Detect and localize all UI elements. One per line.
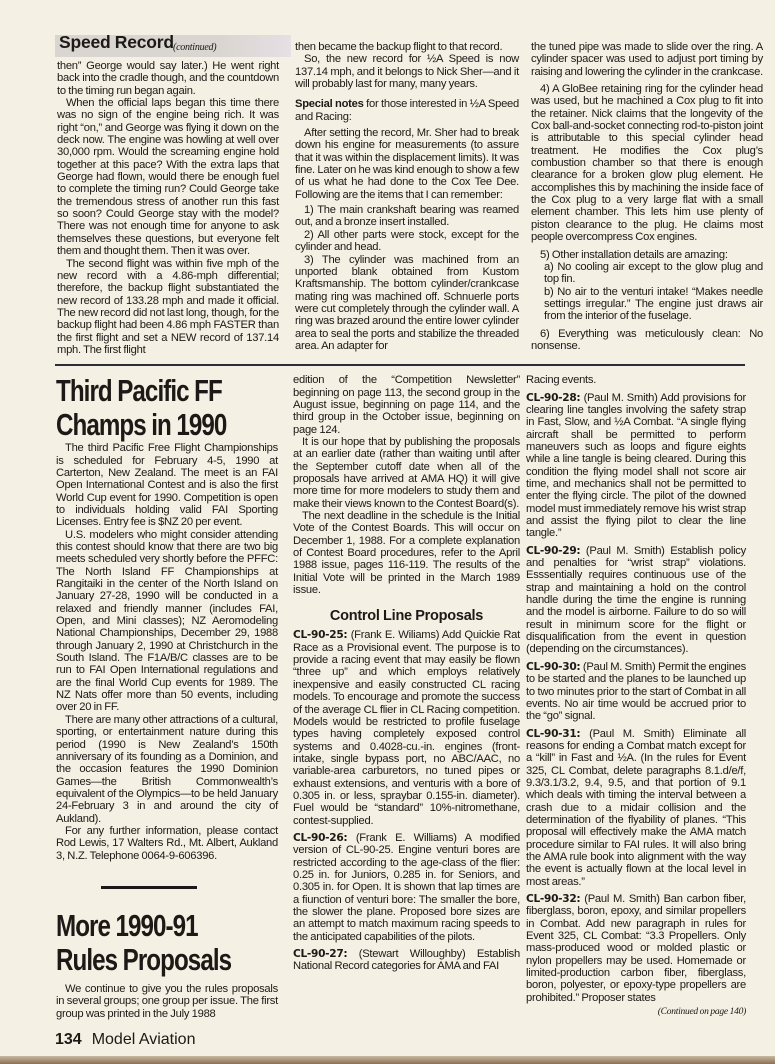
paragraph: edition of the “Competition Newsletter” beginning on page 113, the second group in the August issue, beginning on page 114, and the third group in the October issue, beginning on page 124. <box>293 374 520 436</box>
section-title: Speed Record <box>59 32 174 52</box>
section-divider <box>55 364 745 366</box>
bottom-column-1 <box>56 374 278 1020</box>
page-edge <box>0 1056 775 1064</box>
paragraph: For any further information, please contact Rod Lewis, 17 Walters Rd., Mt. Albert, Aukland 3, N.Z. Telephone 0064-9-606396. <box>56 824 278 862</box>
special-notes-text: for those interested in ½A Speed and Racing: <box>295 98 519 123</box>
speed-record-column-1 <box>57 32 279 356</box>
paragraph: The third Pacific Free Flight Championships is scheduled for February 4-5, 1990 at Carterton, New Zealand. The meet is an FAI Open International Contest and is also the first World Cup event for 1990. Competition is open to individuals holding valid FAI Sporting Licenses. Entry fee is $NZ 20 per event. <box>56 442 278 529</box>
paragraph: So, the new record for ½A Speed is now 137.14 mph, and it belongs to Nick Sher—and it will probably last for many, many years. <box>295 53 519 91</box>
headline-line: Third Pacific FF <box>56 374 222 409</box>
paragraph: The next deadline in the schedule is the Initial Vote of the Contest Boards. This will occur on December 1, 1988. For a complete explanation of Contest Board procedures, refer to the April 1988 issue, pages 116-119. The results of the Initial Vote will be printed in the March 1989 issue. <box>293 510 520 597</box>
speed-record-header <box>55 32 291 57</box>
proposal-text: (Paul M. Smith) Add provisions for clearing line tangles involving the safety strap in Fast, Slow, and ½A Combat. “A single flying aircraft shall be permitted to perform maneuvers such as loops and figure eights while a line tangle is being cleared. During this condition the flying model shall not score air time, and mechanics shall not be permitted to enter the flying circle. The pilot of the downed model must immediately remove his wrist strap and assist the flying pilot to clear the line tangle.” <box>526 391 746 540</box>
proposal-text: (Frank E. Williams) A modified version of CL-90-25. Engine venturi bores are restricted according to the age-class of the flier: 0.25 in. for Juniors, 0.285 in. for Seniors, and 0.305 in. for Open. It is shown that lap times are a fiunction of venturi bore: The smaller the bore, the slower the plane. Proposed bore sizes are an attempt to match maximum racing speeds to the anticipated capabilities of the pilots. <box>293 831 520 943</box>
special-notes <box>295 98 519 123</box>
bottom-column-2 <box>293 374 520 972</box>
paragraph: U.S. modelers who might consider attending this contest should know that there are two big meets scheduled very shortly before the PFFC: The North Island FF Championships at Rangitaiki in the center of the North Island on January 27-28, 1990 will be conducted in a relaxed and friendly manner (includes FAI, Open, and Mini classes); NZ Aeromodeling National Championships, December 29, 1988 through January 2, 1990 at Christchurch in the South Island. The F1A/B/C classes are to be run to FAI Open International regulations and are the final World Cup events for 1989. The NZ Nats offer more than 50 events, including over 20 in FF. <box>56 528 278 714</box>
proposal-id: CL-90-32: <box>526 893 581 905</box>
proposal <box>293 629 520 827</box>
paragraph: It is our hope that by publishing the proposals at an earlier date (rather than waiting until after the September cutoff date when all of the proposals have arrived at AMA HQ) it will give more time for more modelers to study them and make their views known to the Contest Board(s). <box>293 435 520 510</box>
proposal <box>526 392 746 540</box>
proposal-text: (Stewart Willoughby) Establish National Record categories for AMA and FAI <box>293 948 520 973</box>
paragraph: After setting the record, Mr. Sher had to break down his engine for measurements (to assure that it was within the displacement limits). It was fine. Later on he was kind enough to show a few of us what he had done to the Cox Tee Dee. Following are the items that I can remember: <box>295 127 519 201</box>
headline-line: Champs in 1990 <box>56 407 227 443</box>
proposal-text: (Paul M. Smith) Permit the engines to be started and the planes to be launched up to two minutes prior to the start of Combat in all events. No air time would be accrued prior to the “go” signal. <box>526 660 746 723</box>
page-number: 134 <box>55 1030 82 1048</box>
speed-record-column-3 <box>531 35 763 352</box>
paragraph: Racing events. <box>526 374 597 387</box>
magazine-name: Model Aviation <box>91 1030 196 1048</box>
special-notes-lead: Special notes <box>295 98 364 111</box>
sub-item: a) No cooling air except to the glow plug and top fin. <box>544 260 763 286</box>
control-line-heading: Control Line Proposals <box>329 608 484 625</box>
proposal <box>293 832 520 943</box>
proposal-text: (Frank E. Wiliams) Add Quickie Rat Race as a Provisional event. The purpose is to provide a racing event that may easily be flown “three up” and which employs relatively inexpensive and easily constructed CL racing models. To encourage and promote the success of the average CL flier in CL Racing competition. Models would be restricted to profile fuselage types having completely exposed control systems and 0.4028-cu.-in. engines (front-intake, single bypass port, no ABC/AAC, no variable-area carburetors, no tuned pipes or exhaust extensions, and venturis with a bore of 0.305 in. or less, spraybar 0.155-in. diameter). Fuel would be “standard” 10%-nitromethane, contest-supplied. <box>293 629 520 827</box>
proposal <box>526 545 746 656</box>
proposal-id: CL-90-25: <box>293 629 348 642</box>
headline-line: Rules Proposals <box>56 941 232 977</box>
continued-label: (continued) <box>173 42 217 53</box>
list-item: 6) Everything was meticulously clean: No nonsense. <box>531 327 763 352</box>
paragraph: The second flight was within five mph of the new record with a 4.86-mph differential; therefore, the backup flight substantiated the new record of 133.28 mph and made it official. The new record did not last long, though, for the backup flight had been 4.86 mph FASTER than the first flight and set a NEW record of 137.14 mph. The first flight <box>57 257 279 356</box>
proposal-id: CL-90-31: <box>526 727 581 740</box>
list-item: 2) All other parts were stock, except for the cylinder and head. <box>295 228 519 254</box>
paragraph: the tuned pipe was made to slide over the ring. A cylinder spacer was used to adjust port timing by raising and lowering the cylinder in the crankcase. <box>531 41 763 78</box>
paragraph: then became the backup flight to that record. <box>295 41 503 53</box>
pacific-ff-headline <box>56 374 278 442</box>
proposal-id: CL-90-30: <box>526 660 581 673</box>
proposal-text: (Paul M. Smith) Eliminate all reasons for ending a Combat match except for a “kill” in Fast and ½A. (In the rules for Event 325, CL Combat, delete paragraphs 8.1.d/e/f, 9.3/3.1/3.2, 9.4, 9.5, and that portion of 9.1 which deals with timing the interval between a crash due to a midair collision and the determination of the flyability of planes. “This proposal will effectively make the AMA match procedure similar to FAI rules. It will also bring the AMA rule book into alignment with the way the event is actually flown at the local level in most areas.” <box>526 727 746 888</box>
paragraph: When the official laps began this time there was no sign of the engine being rich. It was right “on,” and George was flying it down on the deck now. The engine was howling at well over 30,000 rpm. Would the screaming engine hold together at this pace? With the extra laps that George had flown, would there be enough fuel to complete the timing run? Could George take the tremendous stress of another run this fast so soon? Could George stay with the model? There was not enough time for anyone to ask themselves these questions, but everyone felt them and thought them. Then it was over. <box>57 97 279 258</box>
rules-headline <box>56 909 278 979</box>
proposal <box>293 948 520 973</box>
speed-record-column-2 <box>295 35 519 352</box>
proposal-id: CL-90-29: <box>526 544 581 557</box>
proposal-text: (Paul M. Smith) Establish policy and penalties for “wrist strap” violations. Esssentially requires continuous use of the strap and maintaining a hold on the control handle during the time the engine is running and the model is airborne. Failure to do so will result in minimum score for the flight or disqualification from the event in question (depending on the circumstances). <box>526 544 746 656</box>
proposal-id: CL-90-26: <box>293 831 348 844</box>
bottom-section <box>0 374 775 1020</box>
paragraph: We continue to give you the rules proposals in several groups; one group per issue. The first group was printed in the July 1988 <box>56 982 278 1020</box>
continued-on-label: (Continued on page 140) <box>657 1007 746 1018</box>
sub-item: b) No air to the venturi intake! “Makes needle settings irregular.” The engine just draws air from the interior of the fuselage. <box>544 285 763 323</box>
article-divider <box>101 886 197 889</box>
page-footer <box>55 1030 775 1050</box>
list-item: 3) The cylinder was machined from an unported blank obtained from Kustom Kraftsmanship. The bottom cylinder/crankcase mating ring was machined off. Schnuerle ports were cut completely through the cylinder wall. A ring was brazed around the entire lower cylinder area to seal the ports and stabilize the threaded area. An adapter for <box>295 253 519 352</box>
list-item: 4) A GloBee retaining ring for the cylinder head was used, but he machined a Cox plug to fit into the retainer. Nick claims that the longevity of the Cox ball-and-socket connecting rod-to-piston joint is attributable to this special cylinder head treatment. He modifies the Cox plug’s combustion chamber so that there is enough clearance for a broken glow plug element. He accomplishes this by machining the inside face of the Cox plug to a very large flat with a small element chamber. This lets him use plenty of piston clearance to the plug. He claims most people overcompress Cox engines. <box>531 83 763 244</box>
proposal-id: CL-90-28: <box>526 391 581 404</box>
headline-line: More 1990-91 <box>56 908 198 943</box>
proposal <box>526 728 746 888</box>
proposal <box>526 893 746 1004</box>
paragraph: There are many other attractions of a cultural, sporting, or entertainment nature during this period (1990 is New Zealand’s 150th anniversary of its founding as a Dominion, and the occasion features the 1990 Dominion Games—the British Commonwealth’s equivalent of the Olympics—to be held January 24-February 3 in and around the city of Aukland). <box>56 713 278 825</box>
list-item: 5) Other installation details are amazing: <box>540 248 728 261</box>
proposal <box>526 661 746 723</box>
speed-record-section <box>0 32 775 356</box>
proposal-text: (Paul M. Smith) Ban carbon fiber, fiberglass, boron, epoxy, and similar propellers in Combat. Add new paragraph in rules for Event 325, CL Combat: “3.3 Propellers. Only mass-produced wood or molded plastic or nylon propellers may be used. Homemade or limited-production carbon fiber, fiberglass, boron, polyester, or epoxy-type propellers are prohibited.” Proposer states <box>526 893 746 1004</box>
list-item: 1) The main crankshaft bearing was reamed out, and a bronze insert installed. <box>295 204 519 229</box>
paragraph: then” George would say later.) He went right back into the cradle though, and the countdown to the timing run began again. <box>57 60 279 97</box>
proposal-id: CL-90-27: <box>293 948 348 961</box>
bottom-column-3 <box>526 374 746 1018</box>
